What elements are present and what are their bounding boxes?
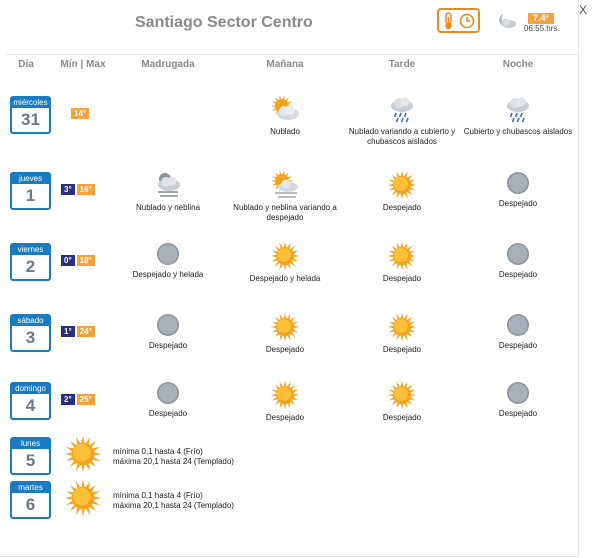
fog-icon — [108, 170, 228, 200]
min-max-temps — [61, 255, 95, 266]
forecast-description: Despejado — [382, 203, 422, 212]
forecast-description: Despejado — [265, 413, 305, 422]
forecast-cell-tarde — [342, 94, 462, 147]
max-temp-badge: 18° — [77, 255, 95, 266]
sun-icon — [342, 170, 462, 200]
temperature-range-text — [113, 447, 234, 467]
temperature-range-text — [113, 491, 234, 511]
forecast-cell-manana — [225, 380, 345, 423]
moon-icon — [108, 312, 228, 338]
forecast-cell-madrugada — [108, 170, 228, 213]
col-header-tarde: Tarde — [388, 59, 416, 70]
forecast-description: Nublado — [270, 127, 300, 136]
sun-icon — [225, 241, 345, 271]
forecast-description: Despejado — [148, 409, 188, 418]
col-header-dia: Día — [18, 59, 34, 70]
forecast-cell-tarde — [342, 241, 462, 284]
day-name: miércoles — [13, 98, 48, 107]
min-max-temps — [61, 394, 95, 405]
thermometer-clock-button[interactable] — [437, 8, 480, 33]
day-number: 6 — [25, 495, 36, 514]
min-range-text: mínima 0,1 hasta 4 (Frío) — [113, 447, 203, 456]
date-badge — [10, 172, 51, 210]
forecast-description: Despejado — [498, 409, 538, 418]
forecast-description: Despejado — [382, 345, 422, 354]
thermometer-icon — [442, 12, 456, 30]
close-button[interactable]: X — [579, 3, 588, 17]
moon-icon — [458, 170, 578, 196]
forecast-cell-madrugada — [108, 241, 228, 280]
rain-cloud-icon — [458, 94, 578, 124]
page-title: Santiago Sector Centro — [135, 14, 313, 31]
min-max-temps — [61, 184, 95, 195]
forecast-description: Despejado — [498, 270, 538, 279]
day-name: jueves — [12, 174, 49, 184]
forecast-description: Nublado y neblina variando a despejado — [233, 203, 337, 222]
forecast-cell-madrugada — [108, 312, 228, 351]
moon-icon — [458, 312, 578, 338]
sun-icon — [342, 380, 462, 410]
forecast-cell-manana — [225, 94, 345, 137]
sun-icon — [64, 435, 102, 478]
min-temp-badge: 0° — [61, 255, 75, 266]
day-name: viernes — [12, 245, 49, 255]
moon-icon — [108, 241, 228, 267]
sun-icon — [342, 312, 462, 342]
current-temperature: 7.4° — [528, 13, 554, 24]
forecast-description: Despejado — [265, 345, 305, 354]
date-badge — [10, 243, 51, 281]
forecast-cell-tarde — [342, 170, 462, 213]
forecast-description: Nublado variando a cubierto y chubascos aislados — [348, 127, 456, 146]
sun-fog-icon — [225, 170, 345, 200]
max-temp-badge: 24° — [77, 326, 95, 337]
day-number: 1 — [25, 186, 36, 205]
forecast-description: Despejado y helada — [132, 270, 204, 279]
header-divider — [6, 54, 578, 55]
forecast-cell-noche — [458, 380, 578, 419]
day-number: 3 — [25, 328, 36, 347]
min-temp-badge: 2° — [61, 394, 75, 405]
sun-icon — [342, 241, 462, 271]
day-name: martes — [12, 483, 49, 493]
moon-icon — [458, 380, 578, 406]
min-range-text: mínima 0,1 hasta 4 (Frío) — [113, 491, 203, 500]
day-name: domingo — [12, 384, 49, 394]
forecast-description: Despejado — [148, 341, 188, 350]
partly-cloudy-icon — [225, 94, 345, 124]
day-name: lunes — [12, 439, 49, 449]
forecast-cell-noche — [458, 94, 578, 137]
forecast-cell-manana — [225, 241, 345, 284]
forecast-description: Despejado — [498, 341, 538, 350]
sun-icon — [64, 479, 102, 522]
date-badge — [10, 437, 51, 475]
forecast-description: Nublado y neblina — [135, 203, 201, 212]
min-max-temps — [71, 108, 89, 119]
rain-cloud-icon — [342, 94, 462, 124]
day-name: sábado — [12, 316, 49, 326]
day-number: 5 — [25, 451, 36, 470]
forecast-cell-manana — [225, 170, 345, 223]
col-header-minmax: Mín | Max — [60, 59, 106, 70]
forecast-cell-manana — [225, 312, 345, 355]
forecast-cell-noche — [458, 170, 578, 209]
min-max-temps — [61, 326, 95, 337]
col-header-madrugada: Madrugada — [141, 59, 195, 70]
date-badge — [10, 382, 51, 420]
moon-icon — [458, 241, 578, 267]
clock-icon — [459, 13, 475, 29]
forecast-cell-noche — [458, 241, 578, 280]
col-header-manana: Mañana — [266, 59, 304, 70]
min-temp-badge: 1° — [61, 326, 75, 337]
max-temp-badge: 25° — [77, 394, 95, 405]
forecast-description: Despejado — [498, 199, 538, 208]
day-number: 31 — [21, 110, 40, 129]
forecast-cell-tarde — [342, 380, 462, 423]
date-badge — [10, 481, 51, 519]
date-badge — [10, 314, 51, 352]
forecast-description: Despejado — [382, 274, 422, 283]
min-temp-badge: 3° — [61, 184, 75, 195]
day-number: 4 — [25, 396, 36, 415]
moon-icon — [108, 380, 228, 406]
max-temp-badge: 16° — [77, 184, 95, 195]
current-time: 06:55.hrs. — [524, 24, 560, 33]
forecast-cell-madrugada — [108, 380, 228, 419]
day-number: 2 — [25, 257, 36, 276]
max-range-text: máxima 20,1 hasta 24 (Templado) — [113, 501, 234, 510]
max-temp-badge: 14° — [71, 108, 89, 119]
forecast-cell-noche — [458, 312, 578, 351]
forecast-description: Despejado y helada — [249, 274, 321, 283]
forecast-description: Despejado — [382, 413, 422, 422]
night-cloud-icon — [496, 12, 518, 35]
sun-icon — [225, 312, 345, 342]
max-range-text: máxima 20,1 hasta 24 (Templado) — [113, 457, 234, 466]
date-badge — [10, 96, 51, 134]
forecast-cell-tarde — [342, 312, 462, 355]
sun-icon — [225, 380, 345, 410]
col-header-noche: Noche — [502, 59, 534, 70]
forecast-description: Cubierto y chubascos aislados — [463, 127, 573, 136]
